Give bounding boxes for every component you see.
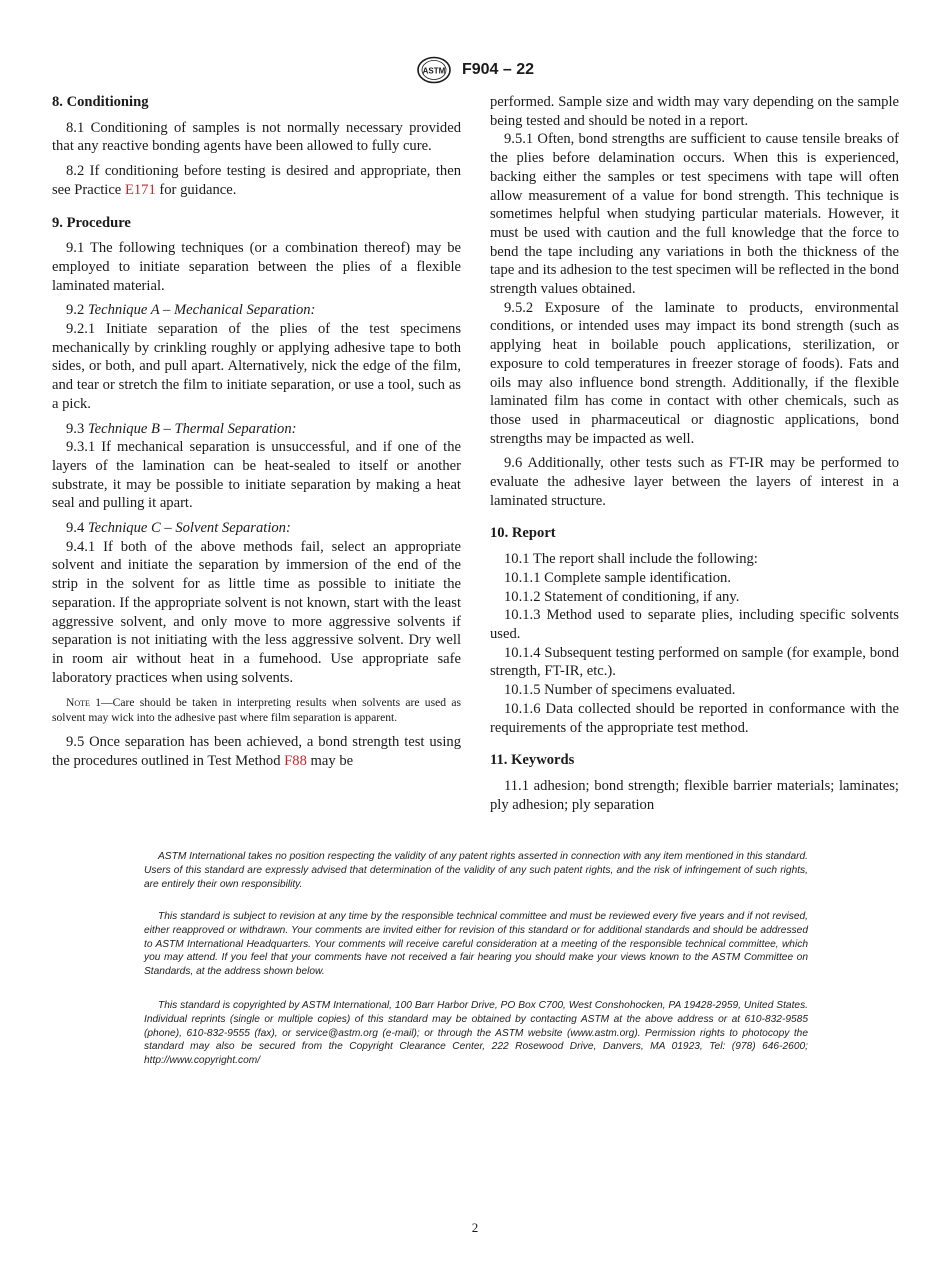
- paragraph-9-3-1: 9.3.1 If mechanical separation is unsuccessful, and if one of the layers of the lamination can be heat-sealed to itself or another substrate, it may be possible to initiate separation by making a heat seal and pulling it apart.: [52, 439, 461, 512]
- right-column: [490, 93, 899, 820]
- paragraph-9-2-1: 9.2.1 Initiate separation of the plies of the test specimens mechanically by crinkling roughly or applying adhesive tape to both sides, or both, and pull apart. Alternatively, nick the edge of the film, and tear or stretch the film to initiate separation, or use a tool, such as a pick.: [52, 321, 461, 412]
- patent-notice: ASTM International takes no position respecting the validity of any patent rights asserted in connection with any item mentioned in this standard. Users of this standard are expressly advised that determination of the validity of any such patent rights, and the risk of infringement of such rights, are entirely their own responsibility.: [144, 851, 808, 890]
- paragraph-10-1-4: 10.1.4 Subsequent testing performed on sample (for example, bond strength, FT-IR, etc.).: [490, 644, 899, 680]
- paragraph-9-5: 9.5 Once separation has been achieved, a bond strength test using the procedures outlined in Test Method F88 may be: [52, 734, 461, 770]
- copyright-notice: This standard is copyrighted by ASTM International, 100 Barr Harbor Drive, PO Box C700, West Conshohocken, PA 19428-2959, United States. Individual reprints (single or multiple copies) of this standard may be obtained by contacting ASTM at the above address or at 610-832-9585 (phone), 610-832-9555 (fax), or service@astm.org (e-mail); or through the ASTM website (www.astm.org). Permission rights to photocopy the standard may also be secured from the Copyright Clearance Center, 222 Rosewood Drive, Danvers, MA 01923, Tel: (978) 646-2600; http://www.copyright.com/: [144, 1000, 808, 1067]
- paragraph-9-6: 9.6 Additionally, other tests such as FT-IR may be performed to evaluate the adhesive layer between the layers of interest in a laminated structure.: [490, 455, 899, 509]
- section-heading-report: 10. Report: [490, 525, 556, 542]
- paragraph-9-4: 9.4 Technique C – Solvent Separation:: [66, 520, 291, 537]
- paragraph-10-1-6: 10.1.6 Data collected should be reported in conformance with the requirements of the appropriate test method.: [490, 700, 899, 736]
- svg-text:ASTM: ASTM: [422, 66, 446, 76]
- left-column: [52, 93, 461, 771]
- page-header: [0, 56, 950, 84]
- paragraph-10-1-2: 10.1.2 Statement of conditioning, if any.: [504, 588, 740, 605]
- paragraph-10-1-3: 10.1.3 Method used to separate plies, including specific solvents used.: [490, 607, 899, 642]
- page-number: 2: [471, 1220, 479, 1235]
- paragraph-8-2: 8.2 If conditioning before testing is desired and appropriate, then see Practice E171 for guidance.: [52, 163, 461, 198]
- paragraph-9-5-1: 9.5.1 Often, bond strengths are sufficient to cause tensile breaks of the plies before delamination occurs. When this is experienced, backing either the samples or test specimens with tape will often allow measurement of a value for bond strength. This technique is sometimes helpful when studying particular materials. However, it must be used with caution and the full knowledge that the force to bend the tape including any variations in both the thickness of the tape and its adhesion to the test specimen will be reflected in the bond strength values obtained.: [490, 131, 899, 298]
- paragraph-10-1: 10.1 The report shall include the following:: [504, 551, 758, 568]
- paragraph-9-4-1: 9.4.1 If both of the above methods fail, select an appropriate solvent and initiate the separation by immersion of the end of the strip in the solvent for as little time as possible to initiate the separation. If the appropriate solvent is not known, start with the least aggressive solvent, and only move to more aggressive solvents if separation is not initiating with the less aggressive solvent. Dry well in room air without heat in a fumehood. Use appropriate safe laboratory practices when using solvents.: [52, 538, 461, 686]
- standard-designation: F904 – 22: [461, 61, 535, 78]
- section-heading-conditioning: 8. Conditioning: [52, 94, 149, 110]
- paragraph-9-1: 9.1 The following techniques (or a combination thereof) may be employed to initiate separation between the plies of a flexible laminated material.: [52, 240, 461, 294]
- paragraph-9-5-continued: performed. Sample size and width may vary depending on the sample being tested and should be noted in a report.: [490, 94, 899, 129]
- section-heading-procedure: 9. Procedure: [52, 214, 131, 231]
- astm-logo-icon: [416, 56, 452, 84]
- paragraph-10-1-5: 10.1.5 Number of specimens evaluated.: [504, 682, 736, 699]
- section-heading-keywords: 11. Keywords: [490, 752, 575, 769]
- note-1: Note 1—Care should be taken in interpreting results when solvents are used as solvent may wick into the adhesive past where film separation is apparent.: [52, 696, 461, 725]
- paragraph-9-2: 9.2 Technique A – Mechanical Separation:: [66, 302, 316, 319]
- paragraph-8-1: 8.1 Conditioning of samples is not normally necessary provided that any reactive bonding agents have been allowed to fully cure.: [52, 119, 461, 155]
- f88-link[interactable]: F88: [284, 753, 307, 770]
- revision-notice: This standard is subject to revision at any time by the responsible technical committee and must be reviewed every five years and if not revised, either reapproved or withdrawn. Your comments are invited either for revision of this standard or for additional standards and should be addressed to ASTM International Headquarters. Your comments will receive careful consideration at a meeting of the responsible technical committee, which you may attend. If you feel that your comments have not received a fair hearing you should make your views known to the ASTM Committee on Standards, at the address shown below.: [144, 911, 808, 978]
- paragraph-11-1: 11.1 adhesion; bond strength; flexible barrier materials; laminates; ply adhesion; ply separation: [490, 777, 899, 813]
- e171-link[interactable]: E171: [124, 181, 156, 198]
- paragraph-9-5-2: 9.5.2 Exposure of the laminate to products, environmental conditions, or intended uses may impact its bond strength (such as applying heat in boilable pouch applications, sterilization, or exposure to cold temperatures in freezer storage of foods). Fats and oils may also influence bond strength. Additionally, if the flexible laminated film has come in contact with other chemicals, such as those used in pharmaceutical or diagnostic applications, bond strengths may be impacted as well.: [490, 299, 899, 447]
- paragraph-10-1-1: 10.1.1 Complete sample identification.: [504, 569, 731, 586]
- paragraph-9-3: 9.3 Technique B – Thermal Separation:: [66, 420, 297, 437]
